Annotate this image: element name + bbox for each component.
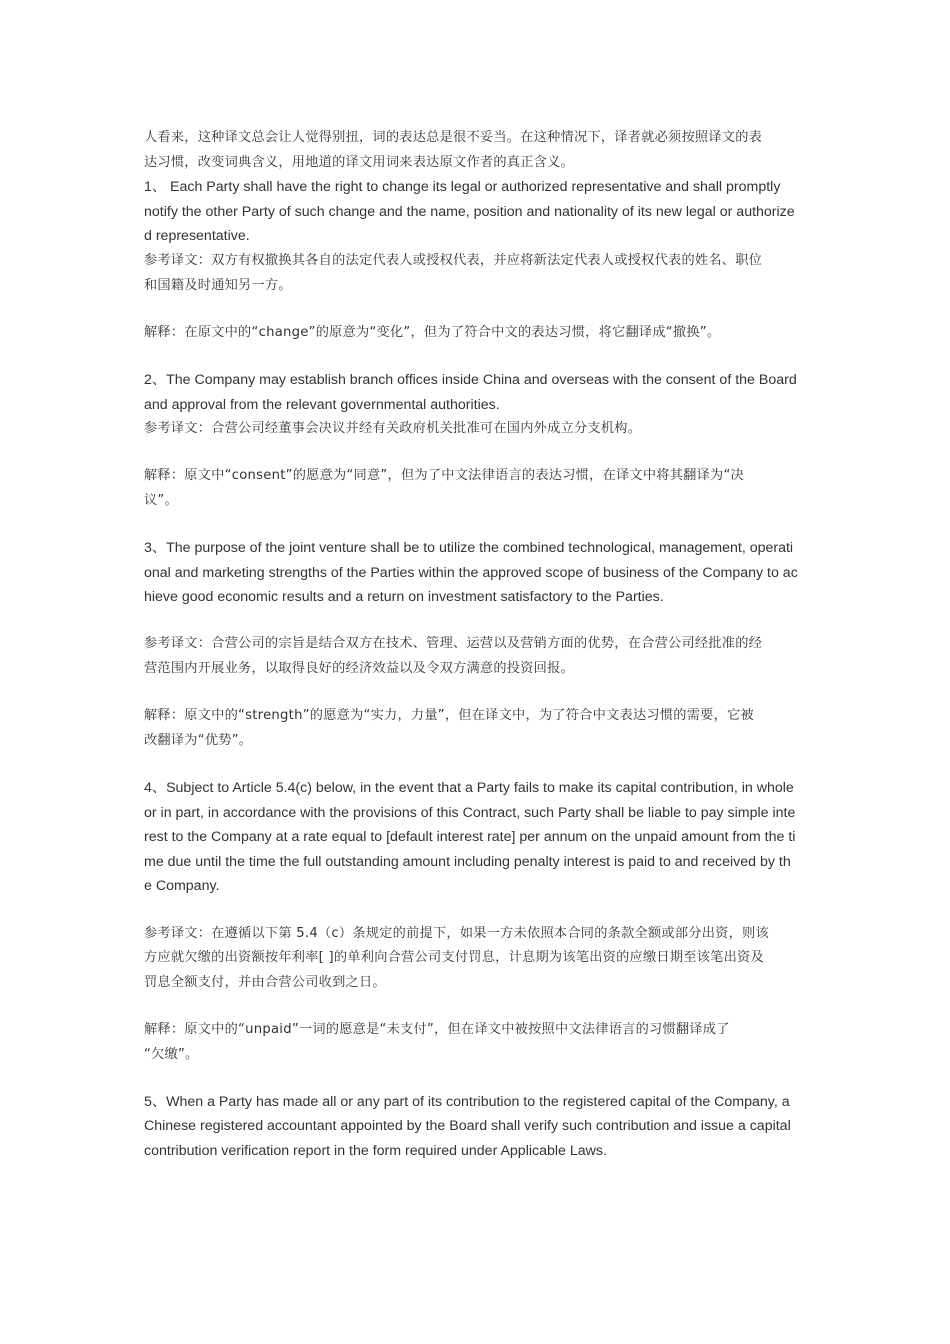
- paragraph-gap: [144, 753, 808, 776]
- text-line: “欠缴”。: [144, 1046, 199, 1062]
- text-line: 罚息全额支付，并由合营公司收到之日。: [144, 974, 386, 990]
- text-line: 参考译文：合营公司的宗旨是结合双方在技术、管理、运营以及营销方面的优势，在合营公司经批准的经: [144, 636, 763, 652]
- text-line: 5、When a Party has made all or any part of its contribution to the registered capital of the Company, a: [144, 1093, 790, 1110]
- text-line: 营范围内开展业务，以取得良好的经济效益以及令双方满意的投资回报。: [144, 661, 574, 677]
- english-paragraph: [144, 536, 808, 610]
- text-line: rest to the Company at a rate equal to [default interest rate] per annum on the unpaid amount from the ti: [144, 829, 796, 846]
- paragraph-gap: [144, 345, 808, 368]
- document-body: [144, 126, 808, 1164]
- paragraph-gap: [144, 298, 808, 321]
- text-line: 3、The purpose of the joint venture shall be to utilize the combined technological, management, operati: [144, 540, 794, 557]
- text-line: 改翻译为“优势”。: [144, 732, 253, 748]
- text-line: e Company.: [144, 878, 220, 895]
- text-line: 参考译文：双方有权撤换其各自的法定代表人或授权代表，并应将新法定代表人或授权代表的姓名、职位: [144, 252, 763, 268]
- text-line: 参考译文：合营公司经董事会决议并经有关政府机关批准可在国内外成立分支机构。: [144, 421, 642, 437]
- text-line: 1、 Each Party shall have the right to change its legal or authorized representative and shall promptly: [144, 179, 781, 196]
- paragraph-gap: [144, 1067, 808, 1090]
- paragraph-gap: [144, 682, 808, 705]
- text-line: hieve good economic results and a return on investment satisfactory to the Parties.: [144, 589, 664, 606]
- text-line: 和国籍及时通知另一方。: [144, 277, 292, 293]
- paragraph-gap: [144, 442, 808, 465]
- chinese-paragraph: [144, 126, 808, 175]
- text-line: 解释：原文中“consent”的愿意为“同意”，但为了中文法律语言的表达习惯，在译文中将其翻译为“决: [144, 468, 744, 484]
- text-line: 解释：在原文中的“change”的原意为“变化”，但为了符合中文的表达习惯，将它翻译成“撤换”。: [144, 324, 721, 340]
- chinese-paragraph: [144, 464, 808, 513]
- chinese-paragraph: [144, 922, 808, 996]
- text-line: 解释：原文中的“unpaid”一词的愿意是“未支付”，但在译文中被按照中文法律语言的习惯翻译成了: [144, 1021, 730, 1037]
- text-line: 方应就欠缴的出资额按年利率[ ]的单利向合营公司支付罚息，计息期为该笔出资的应缴日期至该笔出资及: [144, 950, 764, 966]
- text-line: 人看来，这种译文总会让人觉得别扭，词的表达总是很不妥当。在这种情况下，译者就必须按照译文的表: [144, 130, 763, 145]
- paragraph-gap: [144, 899, 808, 922]
- english-paragraph: [144, 776, 808, 899]
- text-line: Chinese registered accountant appointed by the Board shall verify such contribution and issue a capital: [144, 1118, 791, 1135]
- english-paragraph: [144, 368, 808, 417]
- chinese-paragraph: [144, 704, 808, 753]
- chinese-paragraph: [144, 249, 808, 298]
- text-line: notify the other Party of such change and the name, position and nationality of its new legal or authorize: [144, 203, 795, 220]
- chinese-paragraph: [144, 632, 808, 681]
- chinese-paragraph: [144, 1018, 808, 1067]
- text-line: onal and marketing strengths of the Parties within the approved scope of business of the Company to ac: [144, 564, 798, 581]
- chinese-paragraph: [144, 321, 808, 346]
- paragraph-gap: [144, 995, 808, 1018]
- text-line: or in part, in accordance with the provisions of this Contract, such Party shall be liable to pay simple inte: [144, 804, 796, 821]
- text-line: 参考译文：在遵循以下第 5.4（c）条规定的前提下，如果一方未依照本合同的条款全额或部分出资，则该: [144, 925, 769, 941]
- text-line: me due until the time the full outstanding amount including penalty interest is paid to and received by th: [144, 853, 791, 870]
- text-line: 4、Subject to Article 5.4(c) below, in the event that a Party fails to make its capital contribution, in whole: [144, 780, 794, 797]
- paragraph-gap: [144, 514, 808, 537]
- paragraph-gap: [144, 610, 808, 633]
- chinese-paragraph: [144, 417, 808, 442]
- english-paragraph: [144, 1090, 808, 1164]
- text-line: 达习惯，改变词典含义，用地道的译文用词来表达原文作者的真正含义。: [144, 154, 574, 170]
- text-line: 2、The Company may establish branch offices inside China and overseas with the consent of the Board: [144, 371, 797, 388]
- text-line: 议”。: [144, 492, 178, 508]
- text-line: d representative.: [144, 228, 250, 245]
- text-line: contribution verification report in the form required under Applicable Laws.: [144, 1142, 607, 1159]
- text-line: 解释：原文中的“strength”的愿意为“实力，力量”，但在译文中，为了符合中文表达习惯的需要，它被: [144, 708, 754, 724]
- text-line: and approval from the relevant governmental authorities.: [144, 396, 500, 413]
- english-paragraph: [144, 175, 808, 249]
